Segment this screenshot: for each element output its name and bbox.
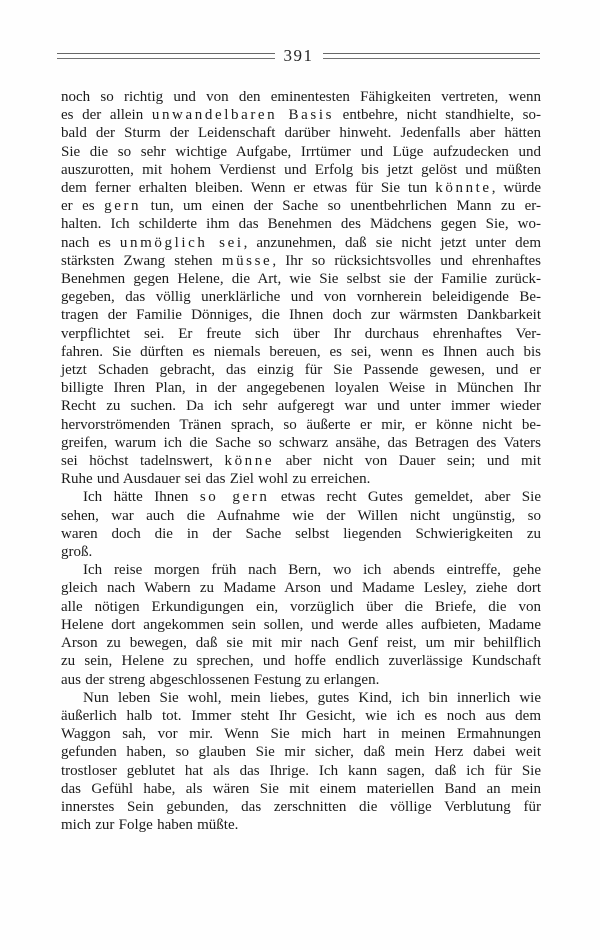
text-line: Benehmen gegen Helene, die Art, wie Sie selbst sie der Familie zurück-: [61, 271, 541, 288]
text-line: halten. Ich schilderte ihm das Benehmen des Mädchens gegen Sie, wo-: [61, 216, 541, 233]
text-line: Sie die so sehr wichtige Aufgabe, Irrtümer und Lüge aufzudecken und: [61, 143, 541, 160]
emphasized-text: unmöglich sei: [119, 234, 244, 251]
text-line: innerstes Sein gebunden, das zerschnitten die völlige Verblutung für: [61, 798, 541, 815]
text-line: mich zur Folge haben müßte.: [61, 817, 239, 834]
text-line: gefunden haben, so glauben Sie mir sicher, daß mein Herz dabei weit: [61, 744, 541, 761]
emphasized-text: unwandelbaren Basis: [151, 107, 335, 124]
header-rule-right: [323, 53, 541, 59]
text-line: jetzt Schaden gebracht, das einzig für Sie Passende gewesen, und er: [61, 362, 541, 379]
text-line: sehen, war auch die Aufnahme wie der Willen nicht ungünstig, so: [61, 507, 541, 524]
text-line: gegeben, das völlig unerklärliche und von vornherein beleidigende Be-: [61, 289, 541, 306]
text-line: alle nötigen Erkundigungen ein, vorzüglich über die Briefe, die von: [61, 598, 541, 615]
text-line: verpflichtet sei. Er freute sich über Ihr durchaus ehrenhaftes Ver-: [61, 325, 541, 342]
text-line: waren doch die in der Sache selbst liegenden Schwierigkeiten zu: [61, 525, 541, 542]
text-line: es der allein unwandelbaren Basis entbehre, nicht standhielte, so-: [61, 107, 541, 124]
text-line: trostloser geblutet hat als das Ihrige. Ich kann sagen, daß ich für Sie: [61, 762, 541, 779]
emphasized-text: könne: [224, 453, 275, 470]
text-line: gleich nach Wabern zu Madame Arson und Madame Lesley, ziehe dort: [61, 580, 541, 597]
text-line: Arson zu bewegen, daß sie mit mir nach Genf reist, um mir behilflich: [61, 635, 541, 652]
text-line: dem ferner erhalten bleiben. Wenn er etwas für Sie tun könnte, würde: [61, 180, 541, 197]
text-line: äußerlich halb tot. Immer steht Ihr Gesicht, wie ich es noch aus dem: [61, 707, 541, 724]
text-line: stärksten Zwang stehen müsse, Ihr so rücksichtsvolles und ehrenhaftes: [61, 252, 542, 269]
text-line: tragen der Familie Dönniges, die Ihnen doch zur wärmsten Dankbarkeit: [61, 307, 541, 324]
page-header: [57, 46, 540, 66]
emphasized-text: so gern: [199, 489, 270, 506]
text-line: Waggon sah, vor mir. Wenn Sie mich hart in meinen Ermahnungen: [61, 726, 541, 743]
text-line: aus der streng abgeschlossenen Festung zu erlangen.: [61, 671, 380, 688]
text-line: groß.: [61, 544, 93, 561]
text-line: nach es unmöglich sei, anzunehmen, daß sie nicht jetzt unter dem: [61, 234, 542, 251]
text-line: fahren. Sie dürften es niemals bereuen, es sei, wenn es Ihnen auch bis: [61, 343, 541, 360]
text-line: hervorströmenden Tränen sprach, so äußerte er mir, er könne nicht be-: [61, 416, 541, 433]
text-line: Nun leben Sie wohl, mein liebes, gutes Kind, ich bin innerlich wie: [83, 689, 541, 706]
text-line: bald der Sturm der Leidenschaft darüber hinweht. Jedenfalls aber hätten: [61, 125, 541, 142]
text-line: billigte Ihren Plan, in der angegebenen loyalen Weise in München Ihr: [61, 380, 541, 397]
emphasized-text: müsse: [221, 252, 273, 269]
text-line: auszurotten, mit hohem Verdienst und Erfolg bis jetzt gelöst und müßten: [61, 161, 541, 178]
text-line: er es gern tun, um einen der Sache so unentbehrlichen Mann zu er-: [61, 198, 541, 215]
emphasized-text: könnte: [435, 180, 492, 197]
page-text: [61, 88, 541, 834]
text-line: Ruhe und Ausdauer sei das Ziel wohl zu erreichen.: [61, 471, 371, 488]
text-line: Ich reise morgen früh nach Bern, wo ich abends eintreffe, gehe: [83, 562, 541, 579]
text-line: das Gefühl habe, als wären Sie mit einem materiellen Band an mein: [61, 780, 541, 797]
header-rule-left: [57, 53, 275, 59]
page-number: 391: [283, 46, 314, 65]
emphasized-text: gern: [104, 198, 142, 215]
text-line: sei höchst tadelnswert, könne aber nicht von Dauer sein; und mit: [61, 453, 541, 470]
text-line: noch so richtig und von den eminentesten Fähigkeiten vertreten, wenn: [61, 89, 541, 105]
text-line: greifen, warum ich die Sache so schwarz ansähe, das Betragen des Vaters: [61, 434, 541, 451]
text-line: zu sein, Helene zu sprechen, und hoffe endlich zuverlässige Kundschaft: [61, 653, 541, 670]
text-line: Helene dort angekommen sein sollen, und werde alles aufbieten, Madame: [61, 616, 541, 633]
text-line: Recht zu suchen. Da ich sehr aufgeregt war und unter immer wieder: [61, 398, 541, 415]
text-line: Ich hätte Ihnen so gern etwas recht Gutes gemeldet, aber Sie: [83, 489, 541, 506]
